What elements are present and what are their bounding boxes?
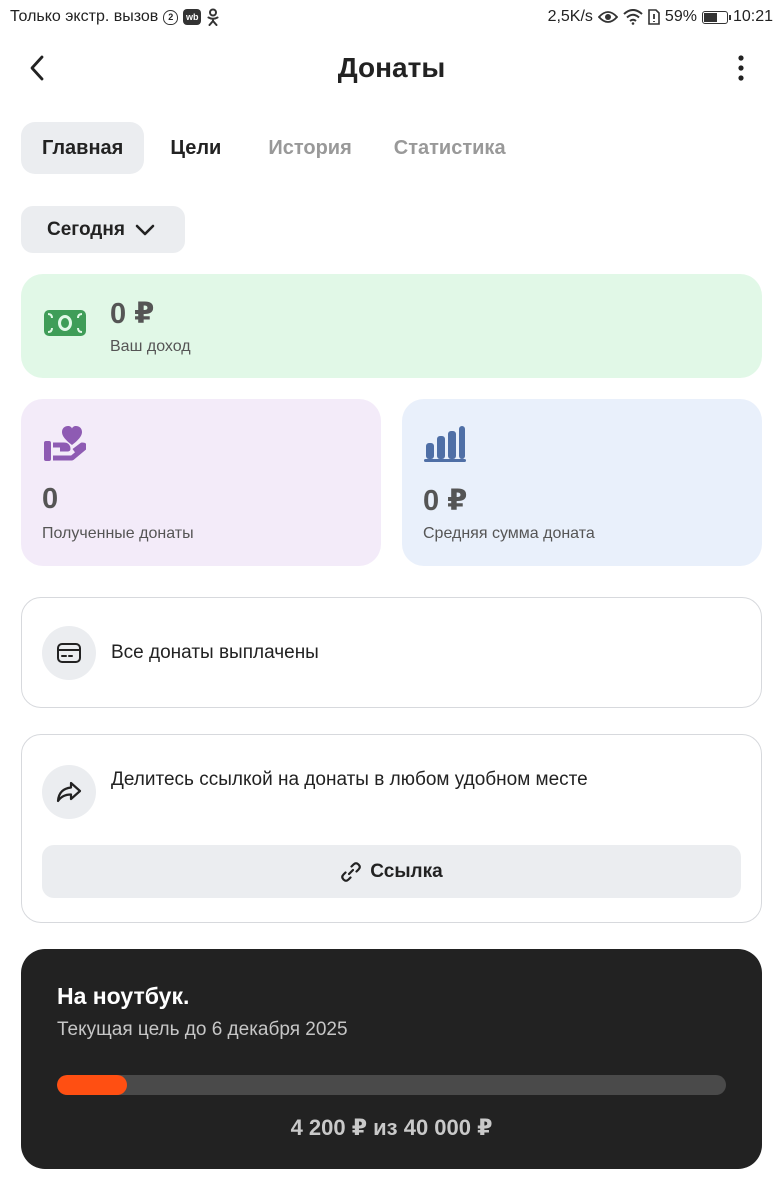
tab-bar [21,122,527,174]
card-icon [56,642,82,664]
goal-progress-fill [57,1075,127,1095]
odnoklassniki-icon [206,8,220,26]
donations-count-label: Полученные донаты [42,525,194,542]
payout-icon-wrapper [42,626,96,680]
average-donation-value: 0 ₽ [423,485,468,517]
more-options-button[interactable] [721,48,761,88]
copy-link-label: Ссылка [370,860,443,882]
money-icon [43,308,87,338]
wifi-icon [623,9,643,25]
network-speed: 2,5K/s [547,8,593,25]
tab-statistics[interactable]: Статистика [393,136,506,159]
income-value: 0 ₽ [110,298,155,330]
heart-hand-icon [42,423,86,463]
goal-progress-bar [57,1075,726,1095]
goal-title: На ноутбук. [57,983,190,1009]
goal-amount: 4 200 ₽ из 40 000 ₽ [290,1115,493,1140]
copy-link-button[interactable] [42,845,741,898]
sim-alert-icon [648,9,660,25]
chevron-down-icon [135,224,155,236]
eye-icon [598,10,618,24]
tab-history[interactable]: История [268,136,352,159]
notification-badge-icon: 2 [163,10,178,25]
clock: 10:21 [732,8,773,25]
period-select[interactable] [21,206,185,253]
period-selected-value: Сегодня [47,218,125,240]
goal-subtitle: Текущая цель до 6 декабря 2025 [57,1019,348,1040]
payout-status-card[interactable] [21,597,762,708]
bar-chart-icon [423,423,467,463]
link-icon [340,861,362,883]
share-card [21,734,762,923]
income-label: Ваш доход [110,338,191,355]
wb-app-icon: wb [183,9,201,25]
status-bar [0,0,783,34]
share-icon-wrapper [42,765,96,819]
average-donation-card [402,399,762,566]
donations-count-value: 0 [42,483,59,515]
tab-goals[interactable]: Цели [170,136,222,159]
goal-card[interactable] [21,949,762,1169]
average-donation-label: Средняя сумма доната [423,525,595,542]
app-header [0,38,783,98]
share-text: Делитесь ссылкой на донаты в любом удобном месте [111,769,588,790]
tab-main[interactable]: Главная [21,122,144,174]
payout-status-text: Все донаты выплачены [111,642,319,663]
battery-percent: 59% [664,8,697,25]
battery-icon [702,11,728,24]
more-vertical-icon [737,55,745,81]
income-card [21,274,762,378]
share-arrow-icon [55,780,83,804]
page-title: Донаты [337,52,446,83]
donations-count-card [21,399,381,566]
carrier-text: Только экстр. вызов [10,8,159,25]
